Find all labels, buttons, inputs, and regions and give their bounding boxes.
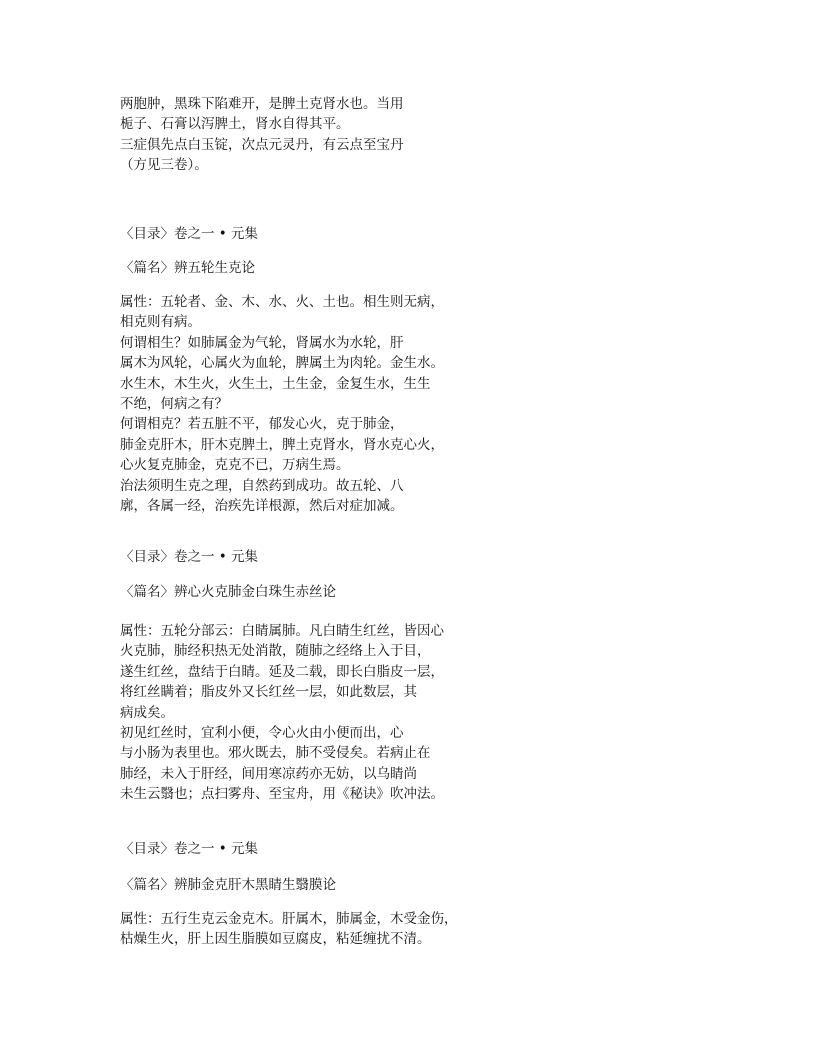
- text-line: 心火复克肺金，克克不已，万病生焉。: [120, 457, 350, 474]
- text-line: 两胞肿，黑珠下陷难开，是脾土克肾水也。当用: [120, 96, 404, 112]
- text-line: 水生木，木生火，火生土，土生金，金复生水，生生: [120, 375, 431, 392]
- text-line: 不绝，何病之有？: [120, 396, 228, 413]
- text-line: 属性：五行生克云金克木。肝属木，肺属金，木受金伤，: [120, 911, 458, 927]
- intro-paragraph: [120, 94, 404, 176]
- text-line: 肺经，未入于肝经，间用寒凉药亦无妨，以乌睛尚: [120, 765, 417, 782]
- text-line: 属木为风轮，心属火为血轮，脾属土为肉轮。金生水。: [120, 355, 444, 372]
- text-line: 遂生红丝，盘结于白睛。延及二载，即长白脂皮一层，: [120, 663, 444, 680]
- section-catalog: 〈目录〉卷之一 • 元集: [120, 226, 259, 242]
- text-line: 将红丝瞒着；脂皮外又长红丝一层，如此数层，其: [120, 684, 417, 701]
- text-line: 属性：五轮者、金、木、水、火、土也。相生则无病，: [120, 294, 444, 310]
- text-line: 病成矣。: [120, 704, 174, 721]
- text-line: 肺金克肝木，肝木克脾土，脾土克肾水，肾水克心火，: [120, 436, 444, 453]
- text-line: 与小肠为表里也。邪火既去，肺不受侵矣。若病止在: [120, 745, 431, 762]
- text-line: 火克肺，肺经积热无处消散，随肺之经络上入于目，: [120, 643, 431, 660]
- text-line: 枯燥生火，肝上因生脂膜如豆腐皮，粘延缠扰不清。: [120, 931, 431, 948]
- text-line: 栀子、石膏以泻脾土，肾水自得其平。: [120, 116, 350, 133]
- text-line: 何谓相生？如肺属金为气轮，肾属水为水轮，肝: [120, 334, 404, 351]
- section-body: [120, 909, 458, 950]
- text-line: （方见三卷）。: [120, 157, 208, 174]
- section-title: 〈篇名〉辨五轮生克论: [120, 260, 255, 276]
- text-line: 何谓相克？若五脏不平，郁发心火，克于肺金，: [120, 416, 404, 433]
- text-line: 治法须明生克之理，自然药到成功。故五轮、八: [120, 477, 404, 494]
- text-line: 属性：五轮分部云：白睛属肺。凡白睛生红丝，皆因心: [120, 623, 444, 639]
- section-body: [120, 621, 444, 805]
- section-title: 〈篇名〉辨肺金克肝木黑睛生翳膜论: [120, 877, 336, 893]
- section-title: 〈篇名〉辨心火克肺金白珠生赤丝论: [120, 584, 336, 600]
- text-line: 相克则有病。: [120, 314, 201, 331]
- text-line: 廓，各属一经，治疾先详根源，然后对症加减。: [120, 498, 404, 515]
- text-line: 三症俱先点白玉锭，次点元灵丹，有云点至宝丹: [120, 136, 404, 153]
- text-line: 初见红丝时，宜利小便，令心火由小便而出，心: [120, 725, 404, 742]
- section-catalog: 〈目录〉卷之一 • 元集: [120, 549, 259, 565]
- section-body: [120, 292, 444, 516]
- section-catalog: 〈目录〉卷之一 • 元集: [120, 841, 259, 857]
- text-line: 未生云翳也；点扫雾舟、至宝舟，用《秘诀》吹冲法。: [120, 786, 444, 803]
